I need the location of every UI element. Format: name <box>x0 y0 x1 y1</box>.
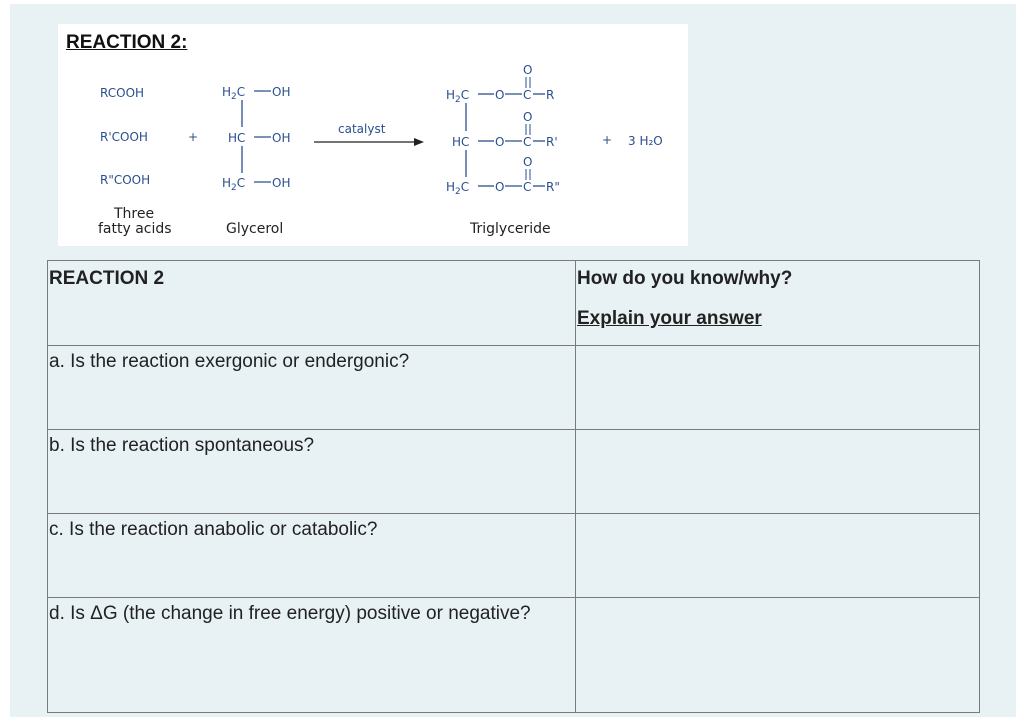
tg-carbon-2: C <box>523 135 532 149</box>
header-explain-answer: Explain your answer <box>577 308 762 329</box>
table-row <box>48 346 980 430</box>
header-left-cell <box>48 261 576 346</box>
fatty-acids-label-line1: Three <box>114 206 155 222</box>
table-row <box>48 430 980 514</box>
triglyceride-label: Triglyceride <box>470 221 551 237</box>
tg-r-1: R <box>546 88 555 102</box>
glycerol-label: Glycerol <box>226 221 284 237</box>
glycerol-oh-1: OH <box>272 85 291 99</box>
glycerol-group-2: HC <box>228 131 246 145</box>
reaction-figure <box>58 24 688 246</box>
question-c-cell <box>48 514 576 598</box>
fatty-acid-3: R"COOH <box>100 173 151 187</box>
table-row <box>48 598 980 713</box>
tg-r-3: R" <box>546 180 560 194</box>
question-d-cell <box>48 598 576 713</box>
header-how-do-you-know: How do you know/why? <box>577 268 793 289</box>
figure-title: REACTION 2: <box>66 32 188 53</box>
glycerol-group-1: $H_2C$ <box>222 85 246 102</box>
reaction-arrow-head <box>414 138 424 146</box>
question-d: d. Is ΔG (the change in free energy) positive or negative? <box>49 603 531 624</box>
header-right-content <box>576 261 979 333</box>
glycerol-group-3: $H_2C$ <box>222 176 246 193</box>
glycerol-oh-3: OH <box>272 176 291 190</box>
glycerol-oh-2: OH <box>272 131 291 145</box>
tg-carbonyl-o-2: O <box>523 110 533 124</box>
tg-oxygen-2: O <box>495 135 505 149</box>
triglyceride-group-2: HC <box>452 135 470 149</box>
table-header-row <box>48 261 980 346</box>
tg-r-2: R' <box>546 135 558 149</box>
question-a-cell <box>48 346 576 430</box>
plus-sign-2: + <box>602 133 613 147</box>
table-row <box>48 514 980 598</box>
water-product: 3 H₂O <box>628 134 663 148</box>
triglyceride-group-3: $H_2C$ <box>446 180 470 197</box>
question-a: a. Is the reaction exergonic or endergonic? <box>49 351 410 372</box>
fatty-acids-label-line2: fatty acids <box>98 221 172 237</box>
fatty-acid-2: R'COOH <box>100 130 148 144</box>
answer-c-cell[interactable] <box>576 514 980 598</box>
answer-a-cell[interactable] <box>576 346 980 430</box>
tg-carbonyl-o-1: O <box>523 63 533 77</box>
question-b: b. Is the reaction spontaneous? <box>49 435 315 456</box>
question-c: c. Is the reaction anabolic or catabolic? <box>49 519 378 540</box>
tg-carbon-1: C <box>523 88 532 102</box>
tg-carbon-3: C <box>523 180 532 194</box>
tg-oxygen-3: O <box>495 180 505 194</box>
plus-sign-1: + <box>188 130 199 144</box>
worksheet-page <box>10 4 1016 717</box>
header-reaction-label: REACTION 2 <box>49 268 165 289</box>
answer-b-cell[interactable] <box>576 430 980 514</box>
question-b-cell <box>48 430 576 514</box>
answer-d-cell[interactable] <box>576 598 980 713</box>
reaction-diagram <box>58 24 688 246</box>
catalyst-label: catalyst <box>338 122 386 136</box>
question-table <box>47 260 980 713</box>
fatty-acid-1: RCOOH <box>100 86 145 100</box>
triglyceride-group-1: $H_2C$ <box>446 88 470 105</box>
header-right-cell <box>576 261 980 346</box>
tg-oxygen-1: O <box>495 88 505 102</box>
tg-carbonyl-o-3: O <box>523 155 533 169</box>
